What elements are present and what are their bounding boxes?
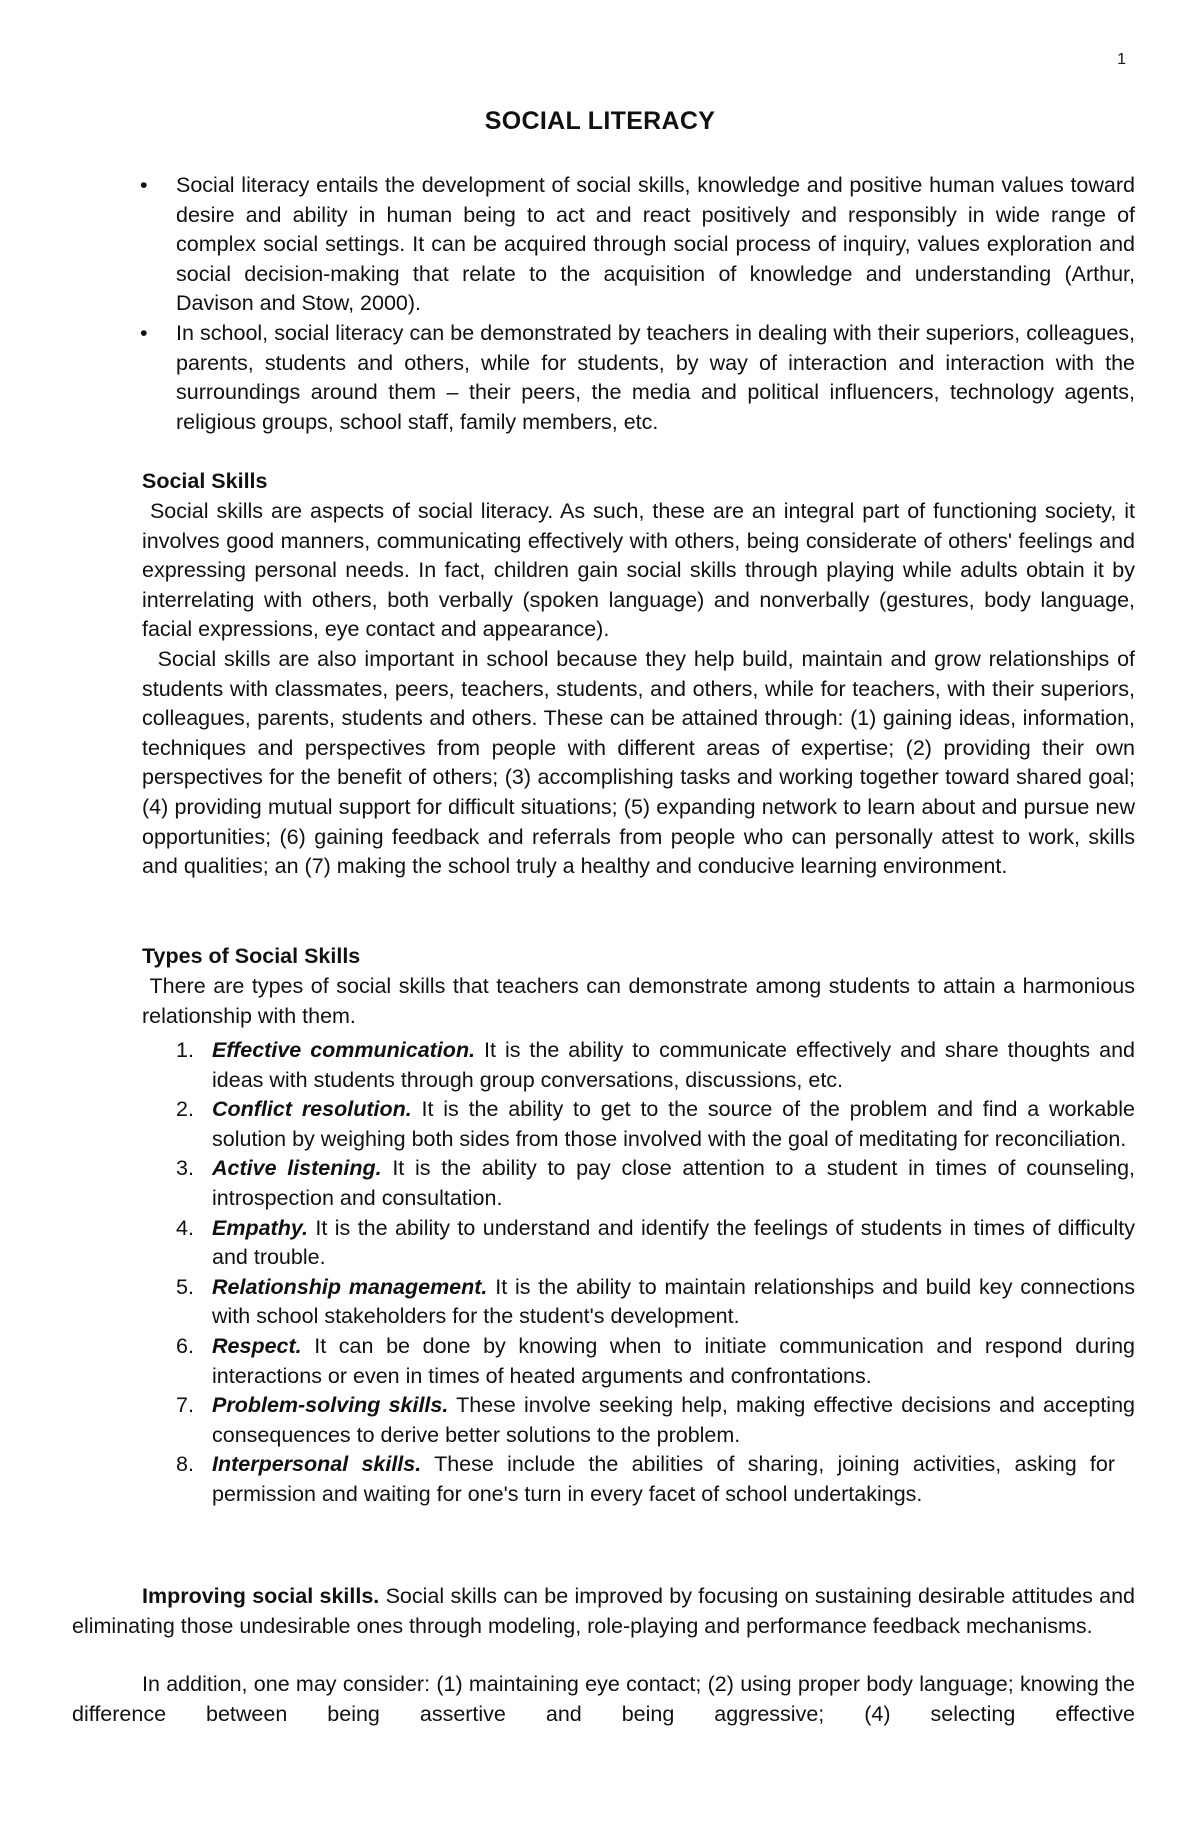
social-skills-paragraph-1 <box>142 497 1141 645</box>
item-term: Active listening. <box>212 1156 382 1181</box>
item-term: Empathy. <box>212 1215 308 1240</box>
list-item <box>142 1154 1135 1213</box>
social-skills-paragraph-2 <box>142 645 1141 882</box>
item-term: Interpersonal skills. <box>212 1452 422 1477</box>
list-item <box>142 1332 1135 1391</box>
item-term: Conflict resolution. <box>212 1097 412 1122</box>
list-item <box>140 319 1135 437</box>
page-number: 1 <box>1117 51 1126 68</box>
paragraph-text: Social skills can be improved by focusing on sustaining desirable attitudes and eliminating those undesirable ones through modeling, role-playing and performance feedback mechanisms. <box>72 1584 1136 1638</box>
item-text: These include the abilities of sharing, joining activities, asking for permission and waiting for one's turn in every facet of school undertakings. <box>212 1452 1115 1506</box>
paragraph-text: Social skills are aspects of social literacy. As such, these are an integral part of functioning society, it involves good manners, communicating effectively with others, being considerate of others' feelings and expressing personal needs. In fact, children gain social skills through playing while adults obtain it by interrelating with others, both verbally (spoken language) and nonverbally (gestures, body language, facial expressions, eye contact and appearance). <box>142 499 1141 642</box>
improving-lead: Improving social skills. <box>142 1584 380 1608</box>
item-text: It is the ability to maintain relationships and build key connections with school stakeholders for the student's development. <box>212 1274 1135 1329</box>
list-item <box>142 1214 1135 1273</box>
paragraph-text: Social skills are also important in school because they help build, maintain and grow relationships of students with classmates, peers, teachers, students, and others, while for teachers, with their superiors, colleagues, parents, students and others. These can be attained through: (1) gaining ideas, information, techniques and perspectives from people with different areas of expertise; (2) providing their own perspectives for the benefit of others; (3) accomplishing tasks and working together toward shared goal; (4) providing mutual support for difficult situations; (5) expanding network to learn about and pursue new opportunities; (6) gaining feedback and referrals from people who can personally attest to work, skills and qualities; an (7) making the school truly a healthy and conducive learning environment. <box>142 647 1141 879</box>
list-item <box>142 1273 1135 1332</box>
item-number: 5. <box>176 1274 194 1299</box>
item-number: 2. <box>176 1097 194 1122</box>
improving-paragraph-1 <box>72 1582 1135 1641</box>
list-item <box>142 1036 1135 1095</box>
item-text: It is the ability to pay close attention to a student in times of counseling, introspection and consultation. <box>212 1156 1135 1210</box>
improving-paragraph-2 <box>72 1670 1135 1729</box>
item-number: 7. <box>176 1393 194 1418</box>
paragraph-text: There are types of social skills that teachers can demonstrate among students to attain a harmonious relationship with them. <box>142 974 1141 1028</box>
item-number: 3. <box>176 1156 194 1181</box>
item-text: It is the ability to get to the source of the problem and find a workable solution by weighing both sides from those involved with the goal of meditating for reconciliation. <box>212 1097 1135 1151</box>
list-item <box>142 1450 1135 1509</box>
page-title: SOCIAL LITERACY <box>484 107 716 135</box>
item-text: It is the ability to communicate effectively and share thoughts and ideas with students through group conversations, discussions, etc. <box>212 1038 1136 1092</box>
item-number: 4. <box>176 1215 194 1240</box>
item-text: It can be done by knowing when to initiate communication and respond during interactions or even in times of heated arguments and confrontations. <box>212 1333 1135 1388</box>
types-heading: Types of Social Skills <box>142 944 361 968</box>
list-item <box>140 171 1135 319</box>
item-text: These involve seeking help, making effective decisions and accepting consequences to derive better solutions to the problem. <box>212 1393 1136 1447</box>
bullet-text: In school, social literacy can be demonstrated by teachers in dealing with their superiors, colleagues, parents, students and others, while for students, by way of interaction and interaction with the surroundings around them – their peers, the media and political influencers, technology agents, religious groups, school staff, family members, etc. <box>176 320 1135 434</box>
intro-bullet-list <box>140 171 1135 437</box>
item-number: 8. <box>176 1452 194 1477</box>
list-item <box>142 1095 1135 1154</box>
item-term: Problem-solving skills. <box>212 1393 449 1418</box>
bullet-text: Social literacy entails the development of social skills, knowledge and positive human values toward desire and ability in human being to act and react positively and responsibly in wide range of complex social settings. It can be acquired through social process of inquiry, values exploration and social decision-making that relate to the acquisition of knowledge and understanding (Arthur, Davison and Stow, 2000). <box>176 173 1135 316</box>
item-term: Effective communication. <box>212 1038 476 1062</box>
item-number: 6. <box>176 1333 194 1358</box>
item-text: It is the ability to understand and identify the feelings of students in times of difficulty and trouble. <box>212 1215 1135 1270</box>
types-list <box>142 1036 1135 1510</box>
bullet-icon: • <box>140 320 148 345</box>
item-number: 1. <box>176 1038 194 1062</box>
item-term: Respect. <box>212 1333 302 1358</box>
list-item <box>142 1391 1135 1450</box>
types-intro <box>142 972 1141 1031</box>
social-skills-heading: Social Skills <box>142 469 268 493</box>
bullet-icon: • <box>140 173 148 197</box>
item-term: Relationship management. <box>212 1274 488 1299</box>
paragraph-text: In addition, one may consider: (1) maintaining eye contact; (2) using proper body language; knowing the difference between being assertive and being aggressive; (4) selecting effective <box>72 1672 1135 1726</box>
